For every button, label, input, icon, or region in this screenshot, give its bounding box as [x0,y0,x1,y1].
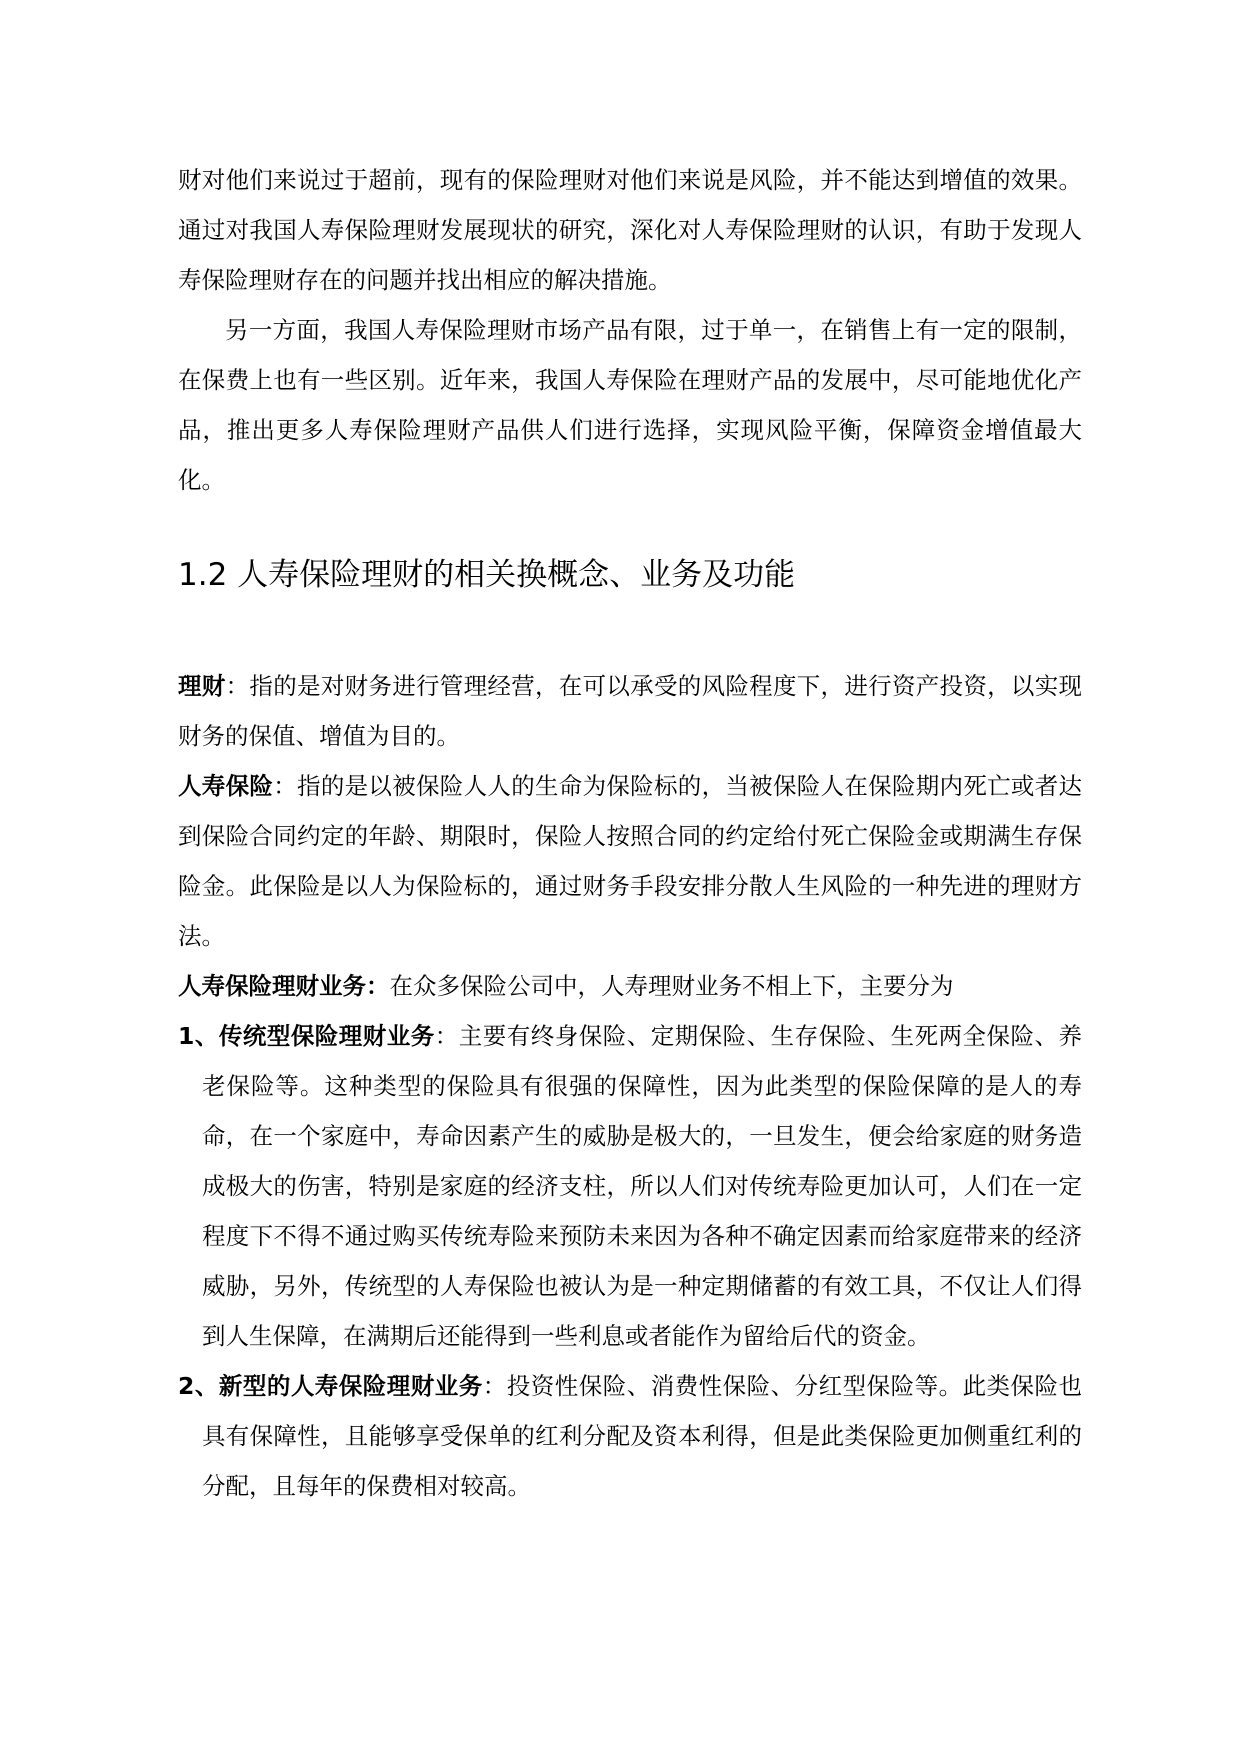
definition-licai-yewu [178,961,1082,1011]
list-item-colon: ： [482,1372,507,1400]
document-page [178,155,1082,1511]
list-item-title: 新型的人寿保险理财业务 [218,1372,483,1400]
list-item-marker: 2、 [178,1372,219,1400]
definition-term: 人寿保险 [178,772,274,800]
definition-text: 在众多保险公司中，人寿理财业务不相上下，主要分为 [389,972,954,1000]
list-item-colon: ： [434,1022,459,1050]
definition-colon: ： [273,772,298,800]
definition-renshou-baoxian [178,761,1082,961]
definition-text: 指的是对财务进行管理经营，在可以承受的风险程度下，进行资产投资，以实现财务的保值、增值为目的。 [178,672,1083,750]
list-item-title: 传统型保险理财业务 [218,1022,435,1050]
section-heading: 1.2 人寿保险理财的相关换概念、业务及功能 [178,557,796,593]
list-item-traditional [178,1011,1082,1361]
list-item-text: 投资性保险、消费性保险、分红型保险等。此类保险也具有保障性，且能够享受保单的红利分配及资本利得，但是此类保险更加侧重红利的分配，且每年的保费相对较高。 [202,1372,1083,1500]
list-item-marker: 1、 [178,1022,219,1050]
definition-text: 指的是以被保险人人的生命为保险标的，当被保险人在保险期内死亡或者达到保险合同约定的年龄、期限时，保险人按照合同的约定给付死亡保险金或期满生存保险金。此保险是以人为保险标的，通过财务手段安排分散人生风险的一种先进的理财方法。 [178,772,1083,950]
list-item-text: 主要有终身保险、定期保险、生存保险、生死两全保险、养老保险等。这种类型的保险具有很强的保障性，因为此类型的保险保障的是人的寿命，在一个家庭中，寿命因素产生的威胁是极大的，一旦发生，便会给家庭的财务造成极大的伤害，特别是家庭的经济支柱，所以人们对传统寿险更加认可，人们在一定程度下不得不通过购买传统寿险来预防未来因为各种不确定因素而给家庭带来的经济威胁，另外，传统型的人寿保险也被认为是一种定期储蓄的有效工具，不仅让人们得到人生保障，在满期后还能得到一些利息或者能作为留给后代的资金。 [202,1022,1083,1350]
intro-paragraph-1: 财对他们来说过于超前，现有的保险理财对他们来说是风险，并不能达到增值的效果。通过对我国人寿保险理财发展现状的研究，深化对人寿保险理财的认识，有助于发现人寿保险理财存在的问题并找出相应的解决措施。 [178,166,1082,294]
definition-term: 理财 [178,672,226,700]
list-item-new-type [178,1361,1082,1511]
definition-colon: ： [225,672,250,700]
definition-licai [178,661,1082,761]
definition-term: 人寿保险理财业务： [178,972,390,1000]
intro-paragraph-2: 另一方面，我国人寿保险理财市场产品有限，过于单一，在销售上有一定的限制，在保费上也有一些区别。近年来，我国人寿保险在理财产品的发展中，尽可能地优化产品，推出更多人寿保险理财产品供人们进行选择，实现风险平衡，保障资金增值最大化。 [178,316,1082,494]
